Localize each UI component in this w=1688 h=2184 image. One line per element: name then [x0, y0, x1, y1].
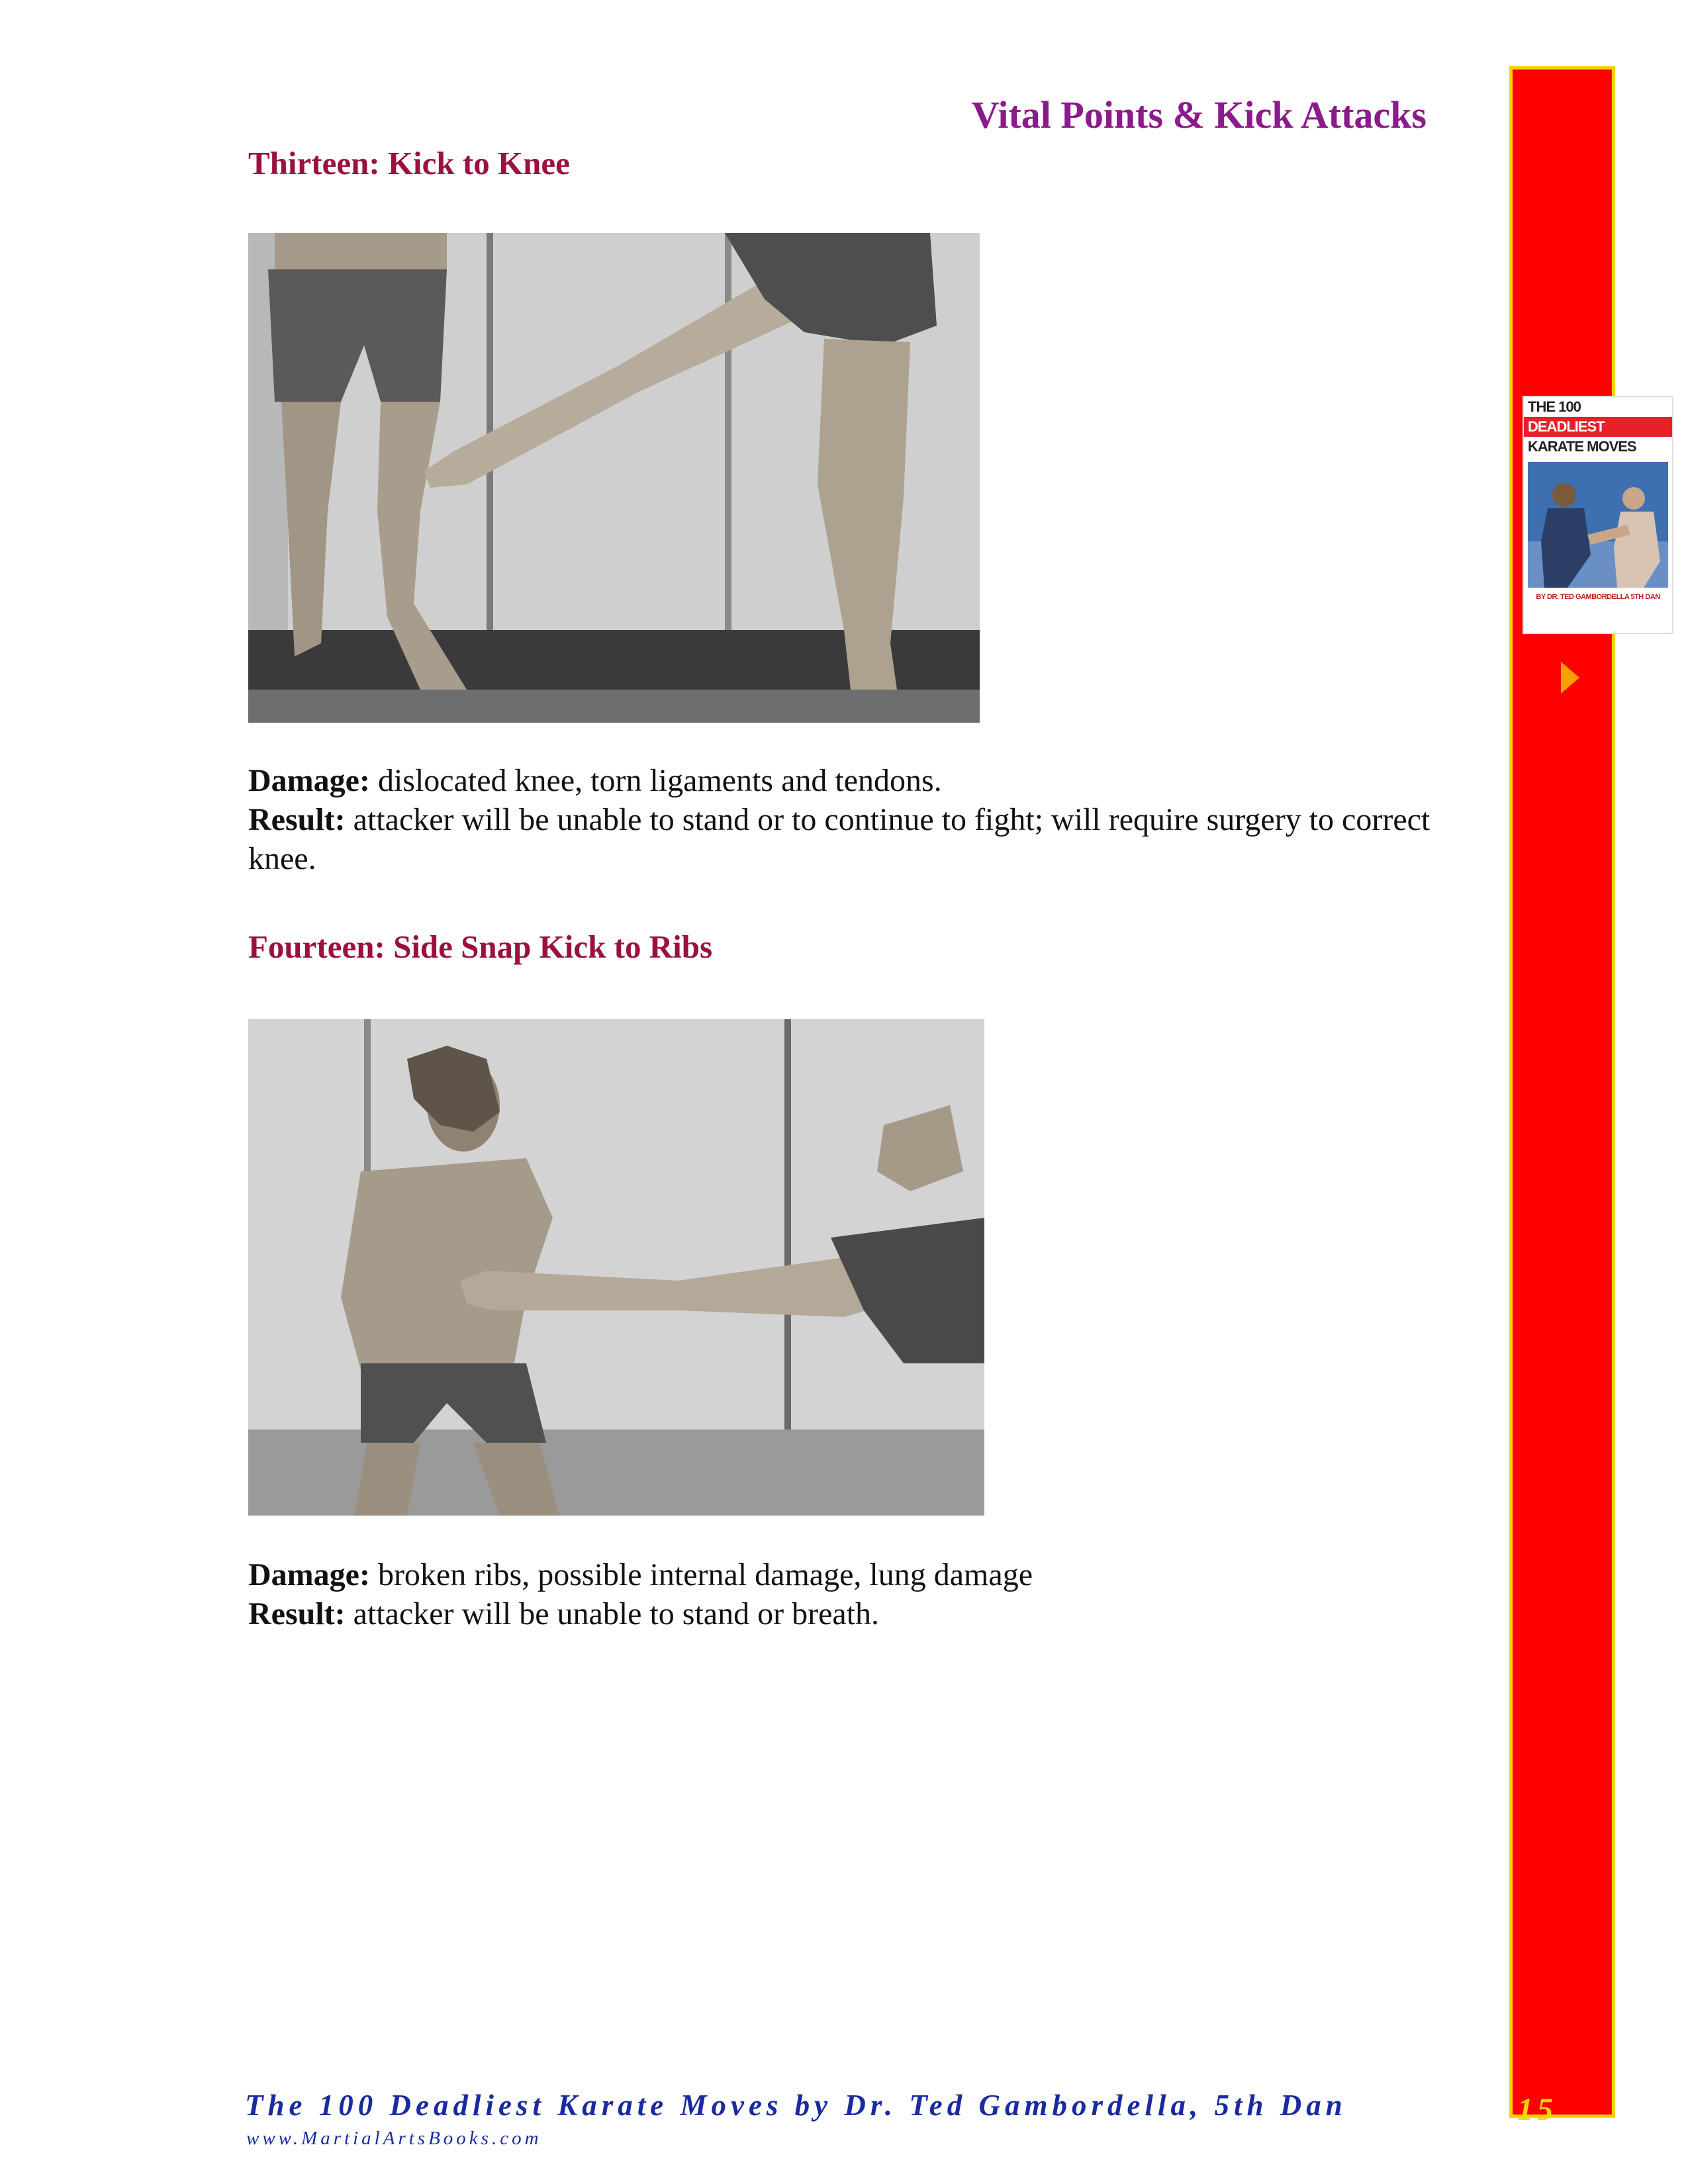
book-cover-photo: [1528, 462, 1668, 588]
result-label: Result:: [248, 802, 346, 837]
damage-label: Damage:: [248, 1557, 370, 1592]
book-cover-thumbnail[interactable]: [1523, 396, 1673, 634]
result-line-thirteen: [248, 800, 1446, 878]
book-cover-line3: KARATE MOVES: [1528, 438, 1636, 455]
footer-website-link[interactable]: www.MartialArtsBooks.com: [246, 2128, 542, 2149]
section-heading-thirteen: Thirteen: Kick to Knee: [248, 145, 570, 181]
play-arrow-icon[interactable]: [1561, 662, 1579, 694]
damage-line-fourteen: [248, 1555, 1446, 1594]
section-fourteen-description: [248, 1555, 1446, 1633]
footer-book-title: The 100 Deadliest Karate Moves by Dr. Ted Gambordella, 5th Dan: [245, 2089, 1347, 2122]
result-text: attacker will be unable to stand or breath.: [345, 1596, 880, 1631]
book-cover-author: BY DR. TED GAMBORDELLA 5TH DAN: [1536, 593, 1660, 601]
damage-text: broken ribs, possible internal damage, lung damage: [369, 1557, 1033, 1592]
result-line-fourteen: [248, 1594, 1446, 1633]
section-thirteen-description: [248, 761, 1446, 878]
result-text: attacker will be unable to stand or to continue to fight; will require surgery to correct knee.: [248, 802, 1430, 876]
section-heading-fourteen: Fourteen: Side Snap Kick to Ribs: [248, 929, 713, 965]
result-label: Result:: [248, 1596, 346, 1631]
damage-text: dislocated knee, torn ligaments and tendons.: [369, 763, 942, 798]
page-header-title: Vital Points & Kick Attacks: [971, 93, 1427, 136]
photo-kick-to-knee: [248, 233, 980, 723]
damage-label: Damage:: [248, 763, 370, 798]
book-cover-line1: THE 100: [1528, 398, 1581, 415]
damage-line-thirteen: [248, 761, 1446, 800]
photo-side-snap-kick-to-ribs: [248, 1019, 984, 1516]
page-number: 15: [1517, 2092, 1557, 2127]
sidebar-bar: [1509, 66, 1615, 2118]
book-cover-line2: DEADLIEST: [1524, 417, 1672, 437]
